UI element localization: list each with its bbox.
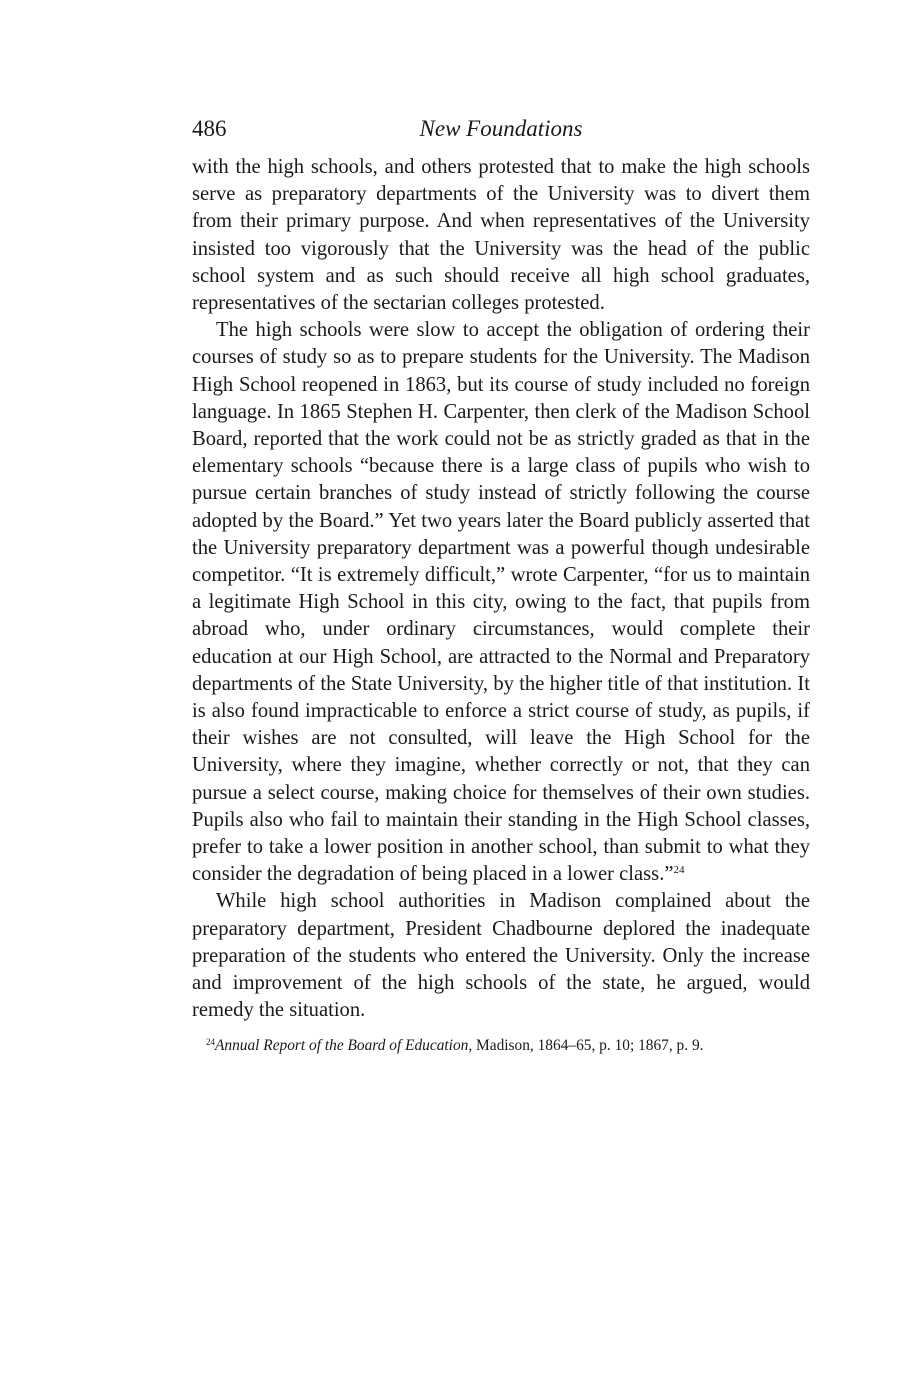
paragraph-high-schools [192,317,810,888]
running-head [192,112,810,146]
footnote-details: Madison, 1864–65, p. 10; 1867, p. 9. [472,1036,704,1054]
paragraph-text: The high schools were slow to accept the obligation of ordering their courses of study so as to prepare students for the University. The Madison High School reopened in 1863, but its course of study included no foreign language. In 1865 Stephen H. Carpenter, then clerk of the Madison School Board, reported that the work could not be as strictly graded as that in the elementary schools “because there is a large class of pupils who wish to pursue certain branches of study instead of strictly following the course adopted by the Board.” Yet two years later the Board publicly asserted that the University preparatory department was a powerful though undesirable competitor. “It is extremely difficult,” wrote Carpenter, “for us to maintain a legitimate High School in this city, owing to the fact, that pupils from abroad who, under ordinary circumstances, would complete their education at our High School, are attracted to the Normal and Preparatory departments of the State University, by the higher title of that institution. It is also found impracticable to enforce a strict course of study, as pupils, if their wishes are not consulted, will leave the High School for the University, where they imagine, whether correctly or not, that they can pursue a select course, making choice for themselves of their own studies. Pupils also who fail to maintain their standing in the High School classes, prefer to take a lower position in another school, than submit to what they consider the degradation of being placed in a lower class.” [192,319,810,886]
paragraph-chadbourne: While high school authorities in Madison complained about the preparatory department, President Chadbourne deplored the inadequate preparation of the students who entered the University. Only the increase and improvement of the high schools of the state, he argued, would remedy the situation. [192,890,810,1022]
footnote-marker: 24 [206,1036,215,1047]
paragraph-continuation: with the high schools, and others protested that to make the high schools serve as preparatory departments of the University was to divert them from their primary purpose. And when representatives of the University insisted too vigorously that the University was the head of the public school system and as such should receive all high school graduates, representatives of the sectarian colleges protested. [192,156,810,315]
book-page [192,112,810,1056]
running-title: New Foundations [419,116,583,141]
body-text [192,154,810,1025]
page-number: 486 [192,116,227,141]
footnote-source-title: Annual Report of the Board of Education, [215,1036,473,1054]
footnote [192,1036,810,1056]
footnote-reference: 24 [673,864,685,877]
